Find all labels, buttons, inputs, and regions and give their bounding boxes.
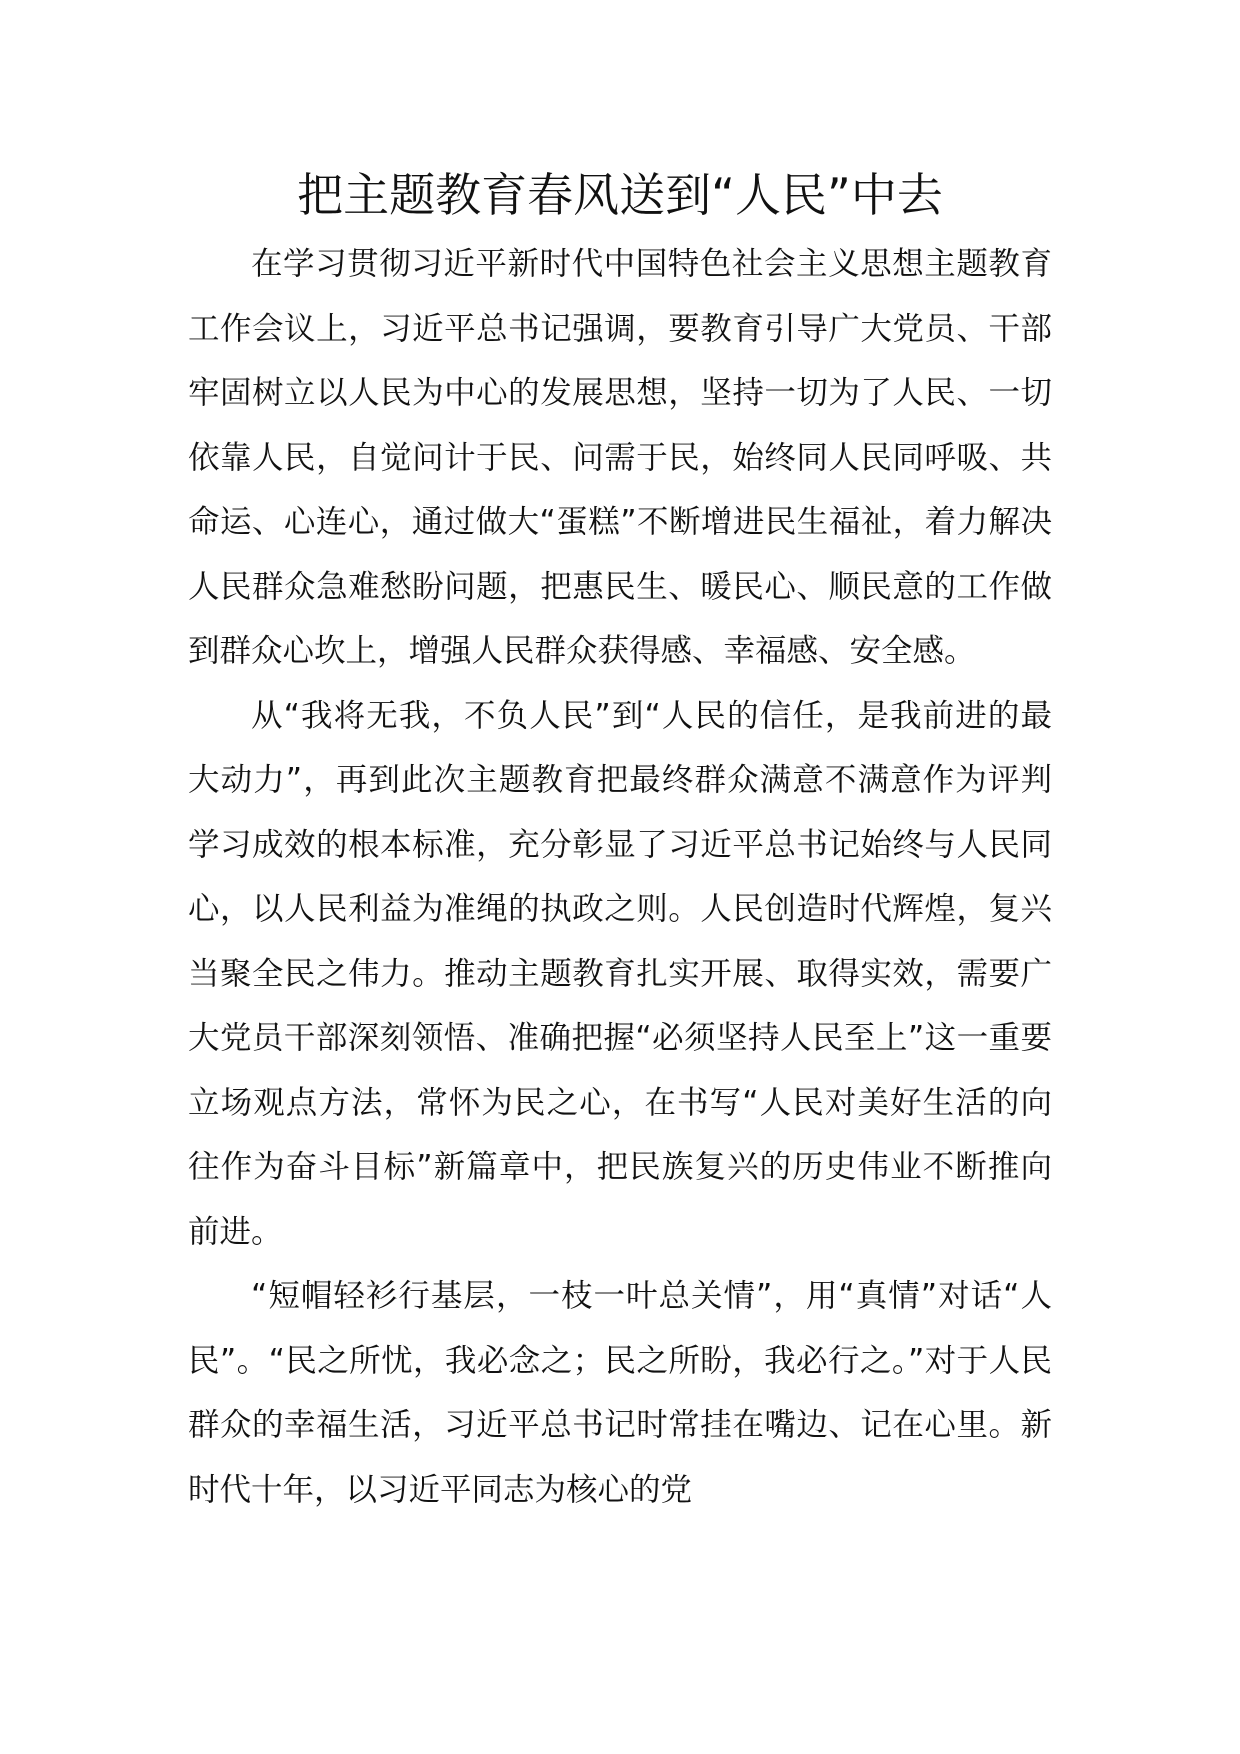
paragraph-2: 从“我将无我，不负人民”到“人民的信任，是我前进的最大动力”，再到此次主题教育把最终群众满意不满意作为评判学习成效的根本标准，充分彰显了习近平总书记始终与人民同心，以人民利益为准绳的执政之则。人民创造时代辉煌，复兴当聚全民之伟力。推动主题教育扎实开展、取得实效，需要广大党员干部深刻领悟、准确把握“必须坚持人民至上”这一重要立场观点方法，常怀为民之心，在书写“人民对美好生活的向往作为奋斗目标”新篇章中，把民族复兴的历史伟业不断推向前进。 [188,697,1052,1250]
document-body [188,232,1052,1522]
paragraph-1: 在学习贯彻习近平新时代中国特色社会主义思想主题教育工作会议上，习近平总书记强调，要教育引导广大党员、干部牢固树立以人民为中心的发展思想，坚持一切为了人民、一切依靠人民，自觉问计于民、问需于民，始终同人民同呼吸、共命运、心连心，通过做大“蛋糕”不断增进民生福祉，着力解决人民群众急难愁盼问题，把惠民生、暖民心、顺民意的工作做到群众心坎上，增强人民群众获得感、幸福感、安全感。 [188,246,1052,669]
paragraph-3: “短帽轻衫行基层，一枝一叶总关情”，用“真情”对话“人民”。“民之所忧，我必念之；民之所盼，我必行之。”对于人民群众的幸福生活，习近平总书记时常挂在嘴边、记在心里。新时代十年，以习近平同志为核心的党 [188,1278,1052,1508]
document-title: 把主题教育春风送到“人民”中去 [297,168,943,222]
